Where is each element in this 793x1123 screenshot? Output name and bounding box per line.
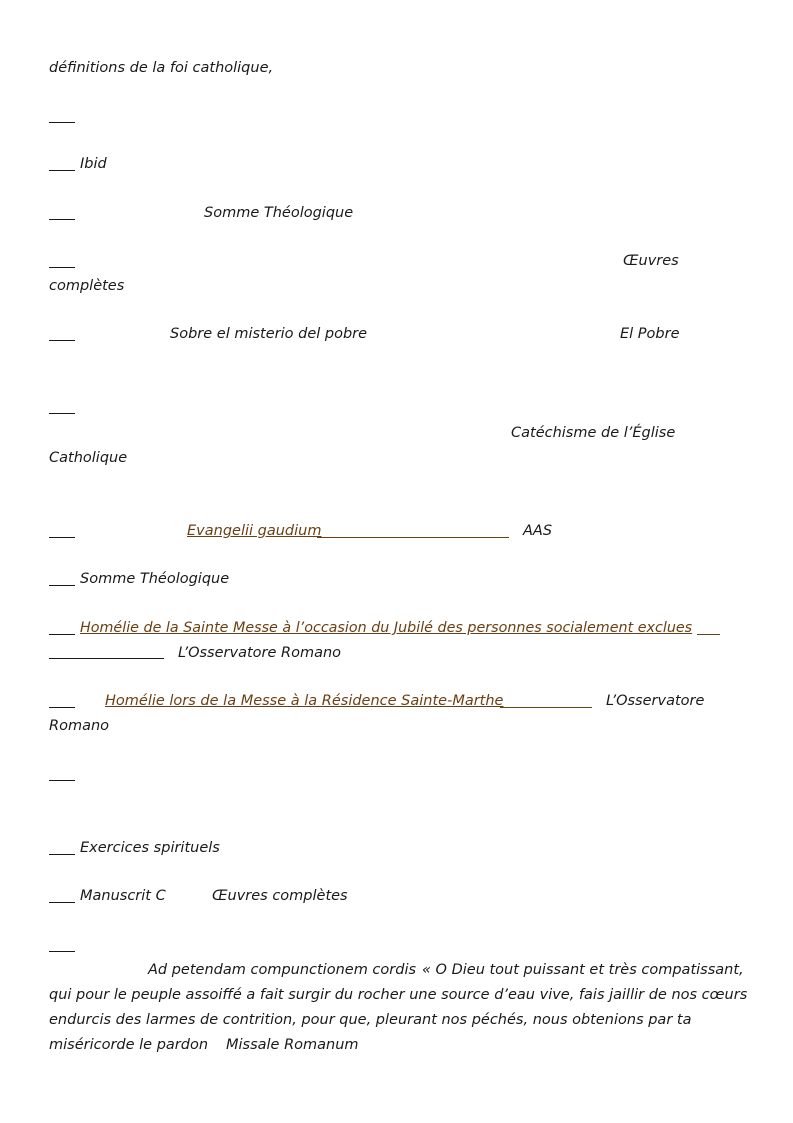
footnote-title: Sobre el misterio del pobre [170,326,368,342]
footnote-title: Ad petendam compunctionem cordis [148,962,417,978]
footnote-mark [49,340,75,341]
footnote-mark [49,902,75,903]
homily-jubilee-link[interactable]: Homélie de la Sainte Messe à l’occasion du Jubilé des personnes socialement exclues [80,620,693,636]
footnote-source: AAS [523,523,553,539]
footnote-title: Œuvres [623,253,679,269]
link-underline [49,658,164,659]
footnote-mark [49,951,75,952]
link-underline [317,537,509,538]
link-underline [500,707,592,708]
footnote-source: Missale Romanum [226,1037,359,1053]
intro-text: définitions de la foi catholique, [49,60,274,76]
footnote-mark [49,219,75,220]
footnote-mark [49,413,75,414]
footnote-mark [49,537,75,538]
footnote-source-cont: Romano [49,718,110,734]
footnote-title: El Pobre [620,326,680,342]
footnote-title: Exercices spirituels [80,840,220,856]
footnote-mark [49,854,75,855]
prayer-text: qui pour le peuple assoiffé a fait surgir du rocher une source d’eau vive, fais jaillir de nos cœurs [49,987,748,1003]
footnote-title: Catéchisme de l’Église [511,425,676,441]
footnote-source: L’Osservatore Romano [178,645,342,661]
footnote-mark [49,707,75,708]
prayer-text: « O Dieu tout puissant et très compatissant, [422,962,744,978]
footnote-mark [49,170,75,171]
prayer-text: miséricorde le pardon [49,1037,209,1053]
footnote-title-cont: complètes [49,278,125,294]
footnote-title: Somme Théologique [80,571,230,587]
footnote-title: Somme Théologique [204,205,354,221]
footnote-title: Œuvres complètes [212,888,348,904]
footnote-source: L’Osservatore [606,693,705,709]
footnote-mark [49,585,75,586]
footnote-ibid: Ibid [80,156,107,172]
link-underline [697,634,720,635]
footnote-mark [49,267,75,268]
footnote-title: Manuscrit C [80,888,166,904]
footnote-mark [49,634,75,635]
footnote-mark [49,780,75,781]
evangelii-gaudium-link[interactable]: Evangelii gaudium [187,523,322,539]
prayer-text: endurcis des larmes de contrition, pour que, pleurant nos péchés, nous obtenions par ta [49,1012,692,1028]
homily-santa-marta-link[interactable]: Homélie lors de la Messe à la Résidence Sainte-Marthe [105,693,504,709]
footnote-mark [49,122,75,123]
footnote-title-cont: Catholique [49,450,128,466]
